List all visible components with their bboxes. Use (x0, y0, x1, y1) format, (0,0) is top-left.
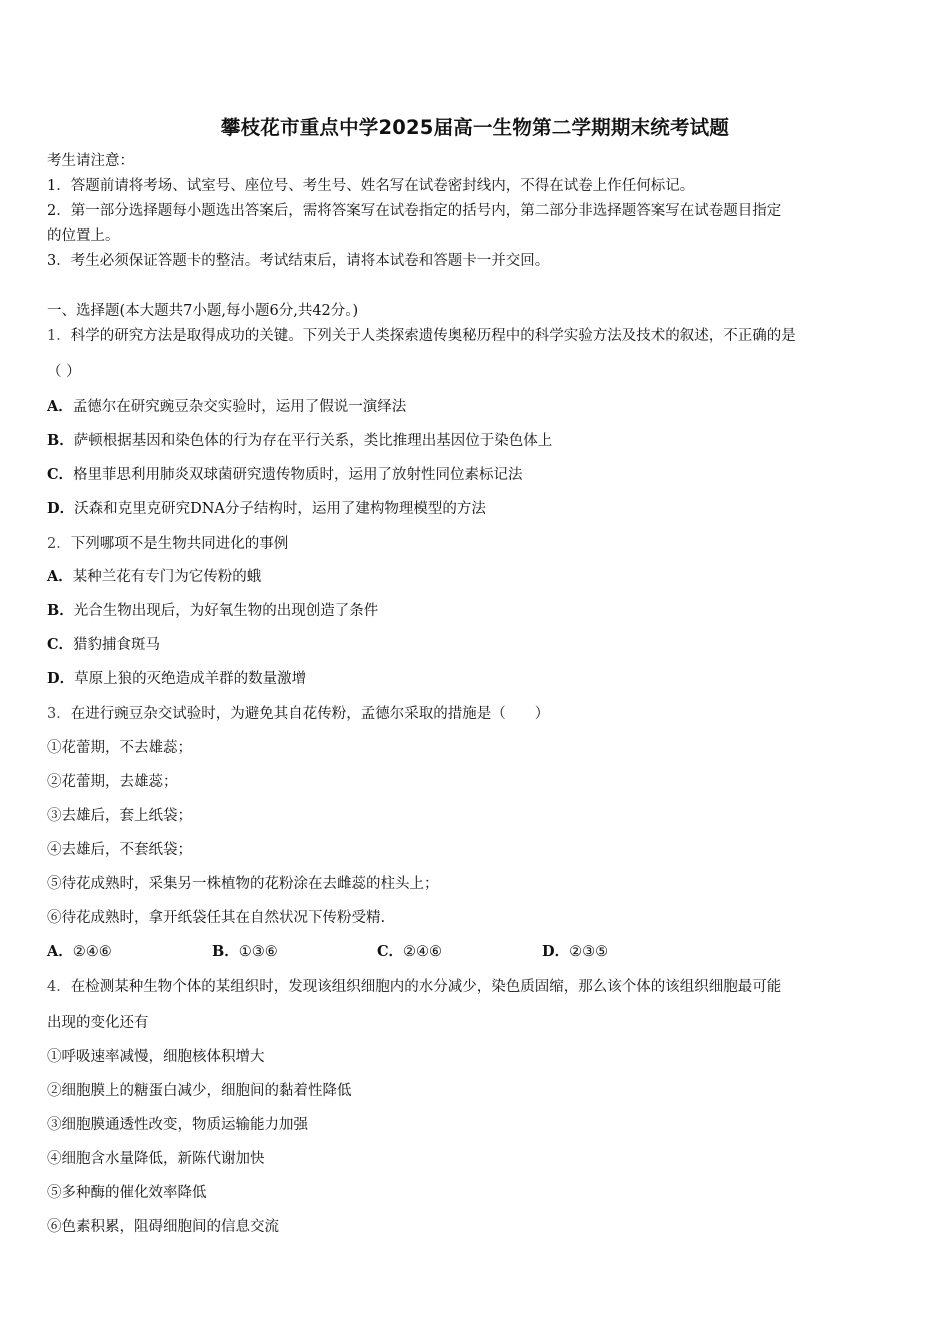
question-3-choice-a (47, 942, 112, 962)
option-label: C． (47, 466, 74, 483)
option-text: 猎豹捕食斑马 (73, 637, 161, 653)
notice-item-2: 2．第一部分选择题每小题选出答案后，需将答案写在试卷指定的括号内，第二部分非选择题答案写在试卷题目指定 (47, 203, 782, 219)
question-3-item-1: ①花蕾期，不去雄蕊； (47, 740, 192, 756)
question-4-item-1: ①呼吸速率减慢，细胞核体积增大 (47, 1049, 265, 1065)
question-2-stem (47, 534, 910, 554)
notice-item-1: 1．答题前请将考场、试室号、座位号、考生号、姓名写在试卷密封线内，不得在试卷上作任何标记。 (47, 178, 695, 194)
option-label: B． (47, 602, 74, 619)
question-3-item-2: ②花蕾期，去雄蕊； (47, 774, 178, 790)
question-4-item-4: ④细胞含水量降低，新陈代谢加快 (47, 1151, 265, 1167)
question-3-choice-b (212, 942, 278, 962)
option-text: 沃森和克里克研究DNA分子结构时，运用了建构物理模型的方法 (74, 501, 486, 517)
question-1-option-b (47, 431, 910, 451)
question-3-choice-c (377, 942, 442, 962)
option-label: D． (47, 670, 75, 687)
question-3-choice-d (542, 942, 608, 962)
question-2-option-d (47, 669, 910, 689)
question-1-option-a (47, 397, 910, 417)
option-text: ②③⑤ (569, 944, 609, 960)
option-label: A． (47, 568, 73, 585)
question-3-stem (47, 704, 910, 724)
question-4-item-6: ⑥色素积累，阻碍细胞间的信息交流 (47, 1219, 279, 1235)
page-title: 攀枝花市重点中学2025届高一生物第二学期期末统考试题 (220, 116, 730, 139)
question-1-option-c (47, 465, 910, 485)
option-label: D． (47, 500, 75, 517)
option-text: 萨顿根据基因和染色体的行为存在平行关系，类比推理出基因位于染色体上 (73, 433, 553, 449)
option-label: B． (212, 943, 239, 960)
question-1-stem (47, 326, 910, 346)
question-4-stem (47, 977, 910, 997)
question-number: 3． (47, 706, 71, 722)
question-number: 2． (47, 536, 71, 552)
question-2-option-c (47, 635, 910, 655)
option-text: 某种兰花有专门为它传粉的蛾 (72, 569, 262, 585)
option-label: C． (47, 636, 74, 653)
question-3-item-5: ⑤待花成熟时，采集另一株植物的花粉涂在去雌蕊的柱头上； (47, 876, 439, 892)
option-text: ①③⑥ (238, 944, 278, 960)
option-text: 草原上狼的灭绝造成羊群的数量激增 (74, 671, 307, 687)
option-label: A． (47, 398, 73, 415)
option-label: A． (47, 943, 73, 960)
question-2-option-a (47, 567, 910, 587)
section-heading: 一、选择题(本大题共7小题,每小题6分,共42分。) (47, 303, 359, 319)
question-1-option-d (47, 499, 910, 519)
question-3-item-6: ⑥待花成熟时，拿开纸袋任其在自然状况下传粉受精. (47, 910, 386, 926)
notice-heading: 考生请注意： (47, 153, 134, 169)
question-text: 在进行豌豆杂交试验时，为避免其自花传粉，孟德尔采取的措施是（ ） (70, 706, 550, 722)
option-label: C． (377, 943, 404, 960)
question-text: 在检测某种生物个体的某组织时，发现该组织细胞内的水分减少，染色质固缩，那么该个体的该组织细胞最可能 (70, 979, 782, 995)
option-label: B． (47, 432, 74, 449)
question-text: 下列哪项不是生物共同进化的事例 (70, 536, 289, 552)
question-4-item-3: ③细胞膜通透性改变，物质运输能力加强 (47, 1117, 308, 1133)
option-text: ②④⑥ (403, 944, 443, 960)
question-1-stem-cont: （ ） (47, 364, 81, 380)
option-text: 光合生物出现后，为好氧生物的出现创造了条件 (73, 603, 379, 619)
question-3-item-4: ④去雄后，不套纸袋； (47, 842, 192, 858)
question-3-item-3: ③去雄后，套上纸袋； (47, 808, 192, 824)
option-text: 孟德尔在研究豌豆杂交实验时，运用了假说一演绎法 (72, 399, 407, 415)
question-text: 科学的研究方法是取得成功的关键。下列关于人类探索遗传奥秘历程中的科学实验方法及技术的叙述，不正确的是 (70, 328, 796, 344)
option-text: ②④⑥ (72, 944, 112, 960)
option-label: D． (542, 943, 570, 960)
notice-item-3: 3．考生必须保证答题卡的整洁。考试结束后，请将本试卷和答题卡一并交回。 (47, 253, 550, 269)
question-number: 4． (47, 979, 71, 995)
question-number: 1． (47, 328, 71, 344)
question-4-item-2: ②细胞膜上的糖蛋白减少，细胞间的黏着性降低 (47, 1083, 352, 1099)
option-text: 格里菲思利用肺炎双球菌研究遗传物质时，运用了放射性同位素标记法 (73, 467, 523, 483)
question-4-item-5: ⑤多种酶的催化效率降低 (47, 1185, 207, 1201)
notice-item-2-cont: 的位置上。 (47, 228, 120, 244)
question-2-option-b (47, 601, 910, 621)
question-4-stem-cont: 出现的变化还有 (47, 1015, 149, 1031)
